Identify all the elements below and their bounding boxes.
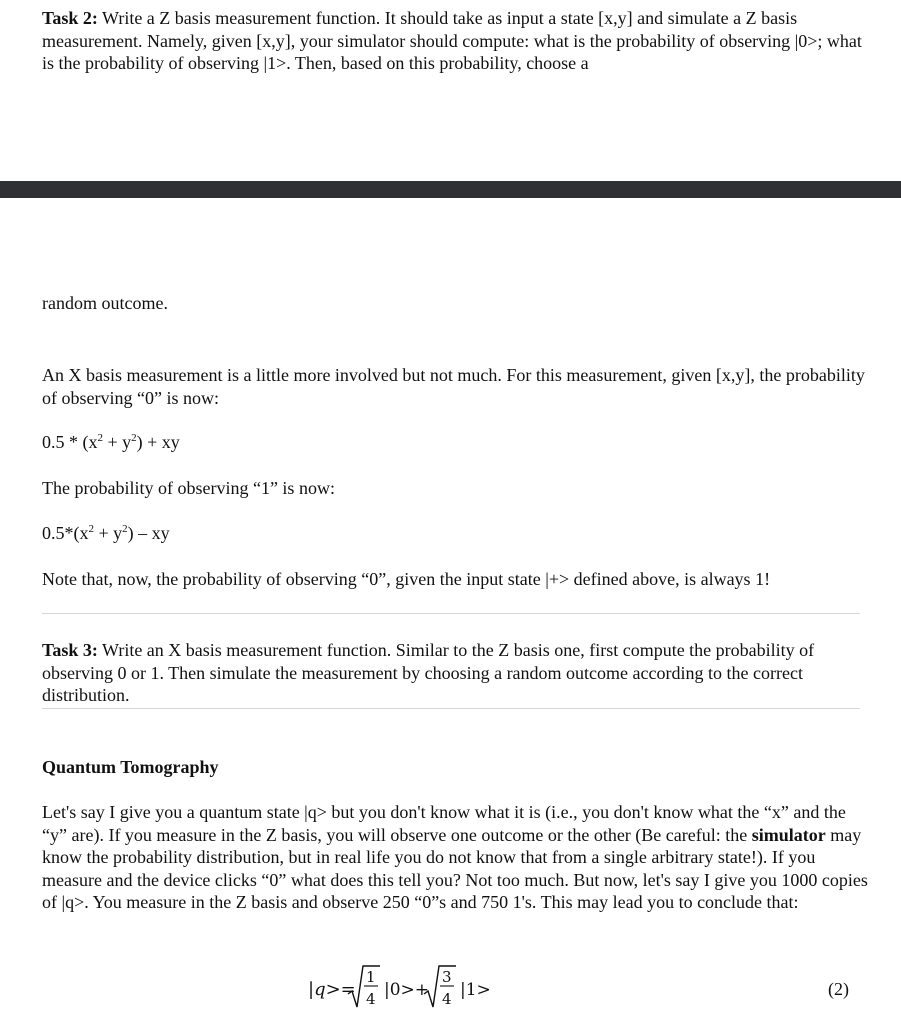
tomography-paragraph: Let's say I give you a quantum state |q> but you don't know what it is (i.e., you don't know what the “x” and the “y” are). If you measure in the Z basis, you will observe one outcome or the other (Be careful: the simulator may know the probability distribution, but in real life you do not know that from a single arbitrary state!). If you measure and the device clicks “0” what does this tell you? Not too much. But now, let's say I give you 1000 copies of |q>. You measure in the Z basis and observe 250 “0”s and 750 1's. This may lead you to conclude that: bbox=[42, 802, 868, 912]
xbasis-intro: An X basis measurement is a little more involved but not much. For this measurement, given [x,y], the probability of observing “0” is now: bbox=[42, 365, 865, 408]
tomography-heading: Quantum Tomography bbox=[42, 757, 219, 777]
task2-paragraph bbox=[42, 7, 872, 75]
task3-paragraph bbox=[42, 639, 872, 707]
formula-prob-1: $0.5*(x^2 + y^2)$ – xy bbox=[42, 523, 170, 543]
task2-label: Task 2: bbox=[42, 8, 98, 28]
frac1-numerator: 1 bbox=[366, 968, 376, 986]
task2-continuation: random outcome. bbox=[42, 293, 168, 313]
divider-line bbox=[42, 708, 860, 709]
equation-lhs: |q>= bbox=[308, 979, 356, 1000]
equation-number: (2) bbox=[828, 979, 849, 999]
note-paragraph: Note that, now, the probability of observing “0”, given the input state |+> defined above, is always 1! bbox=[42, 569, 771, 589]
frac2-numerator: 3 bbox=[442, 968, 452, 986]
equation-2 bbox=[0, 960, 901, 1016]
task2-text: Write a Z basis measurement function. It should take as input a state [x,y] and simulate a Z basis measurement. Namely, given [x,y], your simulator should compute: what is the probability of observing |0>; what is the probability of observing |1>. Then, based on this probability, choose a bbox=[42, 8, 862, 73]
formula-prob-0: $0.5 * (x^2 + y^2)$ + xy bbox=[42, 432, 180, 452]
frac2-denominator: 4 bbox=[442, 990, 452, 1008]
prob1-intro: The probability of observing “1” is now: bbox=[42, 478, 335, 498]
equation-svg bbox=[300, 960, 540, 1016]
task3-text: Write an X basis measurement function. Similar to the Z basis one, first compute the probability of observing 0 or 1. Then simulate the measurement by choosing a random outcome according to the correct distribution. bbox=[42, 640, 815, 705]
divider-line bbox=[42, 613, 860, 614]
simulator-bold: simulator bbox=[751, 824, 826, 845]
ket-0: |0>+ bbox=[384, 980, 430, 1000]
ket-1: |1> bbox=[460, 980, 491, 1000]
dark-divider-bar bbox=[0, 181, 901, 198]
task3-label: Task 3: bbox=[42, 640, 98, 660]
frac1-denominator: 4 bbox=[366, 990, 376, 1008]
